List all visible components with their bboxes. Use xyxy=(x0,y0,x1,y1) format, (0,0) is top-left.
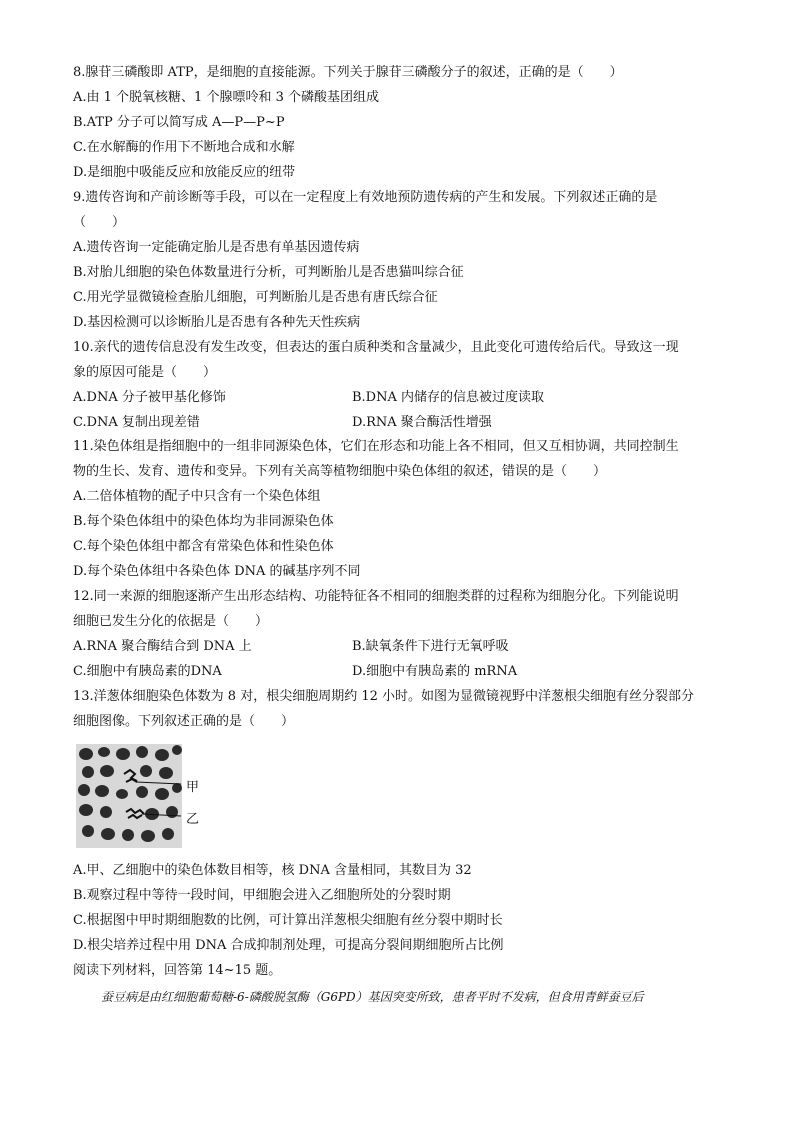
figure-label-jia: 甲 xyxy=(186,780,200,795)
q13-option-c: C.根据图中甲时期细胞数的比例，可计算出洋葱根尖细胞有丝分裂中期时长 xyxy=(73,913,503,928)
q11-option-b: B.每个染色体组中的染色体均为非同源染色体 xyxy=(73,514,334,529)
q8-option-c: C.在水解酶的作用下不断地合成和水解 xyxy=(73,140,295,155)
q12-stem-line2: 细胞已发生分化的依据是（ ） xyxy=(73,614,269,629)
q9-stem-line1: 9.遗传咨询和产前诊断等手段，可以在一定程度上有效地预防遗传病的产生和发展。下列叙述正确的是 xyxy=(73,190,658,205)
q11-option-c: C.每个染色体组中都含有常染色体和性染色体 xyxy=(73,539,334,554)
q8-option-d: D.是细胞中吸能反应和放能反应的纽带 xyxy=(73,165,296,180)
q12-option-c: C.细胞中有胰岛素的DNA xyxy=(73,664,222,679)
q9-option-d: D.基因检测可以诊断胎儿是否患有各种先天性疾病 xyxy=(73,315,361,330)
reading-material: 蚕豆病是由红细胞葡萄糖-6-磷酸脱氢酶（G6PD）基因突变所致，患者平时不发病，但食用青鲜蚕豆后 xyxy=(101,990,644,1004)
q11-option-a: A.二倍体植物的配子中只含有一个染色体组 xyxy=(73,489,321,504)
q10-option-b: B.DNA 内储存的信息被过度读取 xyxy=(352,390,545,405)
microscope-cell-image xyxy=(76,744,222,848)
q13-option-d: D.根尖培养过程中用 DNA 合成抑制剂处理，可提高分裂间期细胞所占比例 xyxy=(73,938,504,953)
q10-option-c: C.DNA 复制出现差错 xyxy=(73,415,200,430)
q10-option-d: D.RNA 聚合酶活性增强 xyxy=(352,415,492,430)
q10-stem-line1: 10.亲代的遗传信息没有发生改变，但表达的蛋白质种类和含量减少，且此变化可遗传给后代。导致这一现 xyxy=(73,340,679,355)
q9-stem-line2: （ ） xyxy=(73,215,126,230)
q8-option-b: B.ATP 分子可以简写成 A—P—P~P xyxy=(73,115,285,130)
q8-stem: 8.腺苷三磷酸即 ATP，是细胞的直接能源。下列关于腺苷三磷酸分子的叙述，正确的是（ ） xyxy=(73,65,623,80)
q12-option-b: B.缺氧条件下进行无氧呼吸 xyxy=(352,639,509,654)
q9-option-b: B.对胎儿细胞的染色体数量进行分析，可判断胎儿是否患猫叫综合征 xyxy=(73,265,464,280)
q11-option-d: D.每个染色体组中各染色体 DNA 的碱基序列不同 xyxy=(73,564,361,579)
q9-option-a: A.遗传咨询一定能确定胎儿是否患有单基因遗传病 xyxy=(73,240,360,255)
figure-label-yi: 乙 xyxy=(186,812,200,827)
q13-option-b: B.观察过程中等待一段时间，甲细胞会进入乙细胞所处的分裂时期 xyxy=(73,888,451,903)
q12-option-a: A.RNA 聚合酶结合到 DNA 上 xyxy=(73,639,252,654)
q9-option-c: C.用光学显微镜检查胎儿细胞，可判断胎儿是否患有唐氏综合征 xyxy=(73,290,438,305)
q12-option-d: D.细胞中有胰岛素的 mRNA xyxy=(352,664,518,679)
q13-option-a: A.甲、乙细胞中的染色体数目相等，核 DNA 含量相同，其数目为 32 xyxy=(73,863,472,878)
q13-stem-line2: 细胞图像。下列叙述正确的是（ ） xyxy=(73,714,295,729)
q13-stem-line1: 13.洋葱体细胞染色体数为 8 对，根尖细胞周期约 12 小时。如图为显微镜视野中洋葱根尖细胞有丝分裂部分 xyxy=(73,689,695,704)
reading-intro: 阅读下列材料，回答第 14~15 题。 xyxy=(73,963,282,978)
q11-stem-line2: 物的生长、发育、遗传和变异。下列有关高等植物细胞中染色体组的叙述，错误的是（ ） xyxy=(73,464,607,479)
q10-option-a: A.DNA 分子被甲基化修饰 xyxy=(73,390,226,405)
q12-stem-line1: 12.同一来源的细胞逐渐产生出形态结构、功能特征各不相同的细胞类群的过程称为细胞分化。下列能说明 xyxy=(73,589,679,604)
q10-stem-line2: 象的原因可能是（ ） xyxy=(73,365,217,380)
q8-option-a: A.由 1 个脱氧核糖、1 个腺嘌呤和 3 个磷酸基团组成 xyxy=(73,90,379,105)
q11-stem-line1: 11.染色体组是指细胞中的一组非同源染色体，它们在形态和功能上各不相同，但又互相协调，共同控制生 xyxy=(73,439,679,454)
